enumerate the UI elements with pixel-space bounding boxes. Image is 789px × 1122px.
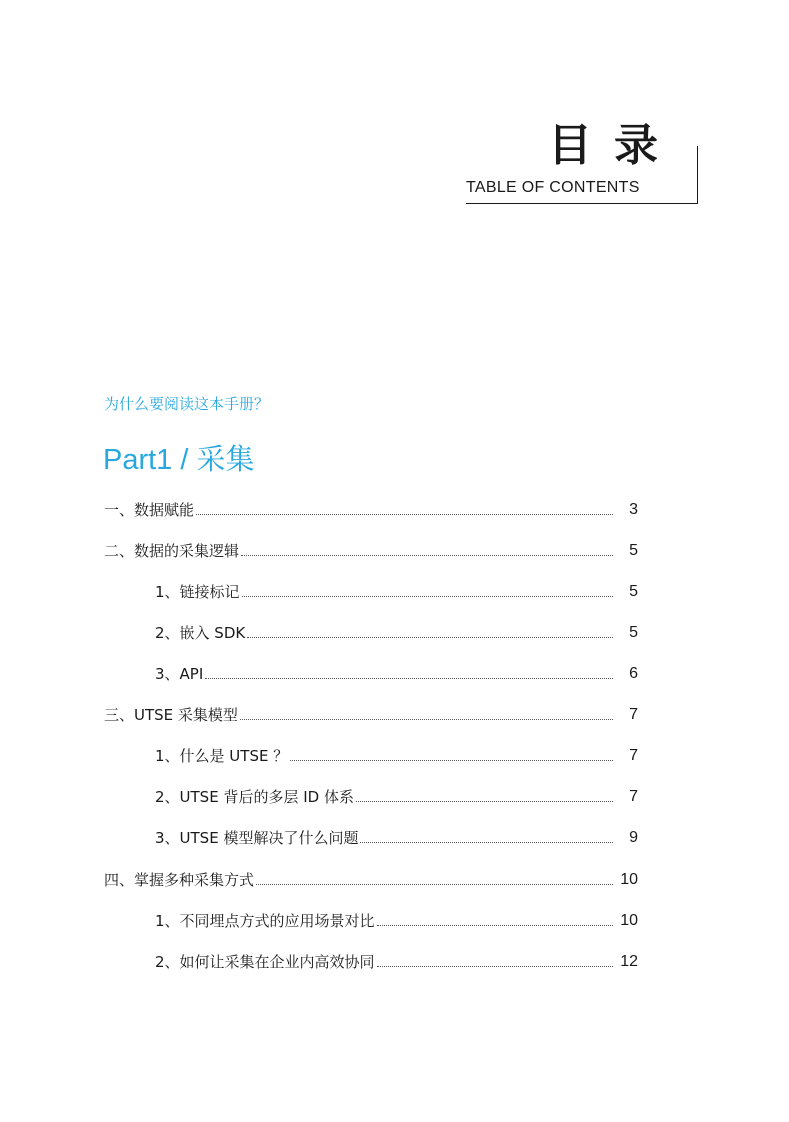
part-heading: Part1 / 采集 — [103, 444, 255, 476]
dot-leader — [205, 677, 613, 679]
toc-entry-label: 三、UTSE 采集模型 — [104, 706, 238, 724]
toc-entry-page: 9 — [629, 829, 638, 846]
dot-leader — [377, 965, 613, 967]
toc-entry-page: 5 — [629, 583, 638, 600]
toc-intro-link[interactable]: 为什么要阅读这本手册？ — [104, 395, 270, 413]
header-vertical-rule — [697, 146, 698, 204]
toc-entry[interactable] — [155, 909, 638, 931]
dot-leader — [360, 841, 613, 843]
toc-entry-label: 1、什么是 UTSE ？ — [155, 747, 289, 765]
toc-entry-label: 1、不同埋点方式的应用场景对比 — [155, 912, 375, 930]
toc-entry-label: 1、链接标记 — [155, 583, 240, 601]
dot-leader — [290, 759, 613, 761]
dot-leader — [356, 800, 613, 802]
toc-entry-label: 2、嵌入 SDK — [155, 624, 246, 642]
page-title: 目录 — [548, 120, 680, 171]
toc-entry-page: 7 — [629, 788, 638, 805]
toc-entry[interactable] — [155, 580, 638, 602]
toc-entry-page: 7 — [629, 747, 638, 764]
toc-entry-page: 12 — [620, 953, 638, 970]
toc-entry[interactable] — [155, 662, 638, 684]
dot-leader — [247, 636, 613, 638]
toc-entry[interactable] — [155, 744, 638, 766]
dot-leader — [242, 595, 613, 597]
toc-entry[interactable] — [155, 950, 638, 972]
dot-leader — [241, 554, 613, 556]
dot-leader — [377, 924, 613, 926]
toc-entry-label: 四、掌握多种采集方式 — [104, 871, 255, 889]
header-horizontal-rule — [466, 203, 698, 204]
dot-leader — [240, 718, 613, 720]
toc-entry-page: 5 — [629, 542, 638, 559]
toc-entry-label: 3、UTSE 模型解决了什么问题 — [155, 829, 359, 847]
toc-entry[interactable] — [155, 785, 638, 807]
toc-entry-label: 3、API — [155, 665, 204, 683]
toc-entry-label: 2、UTSE 背后的多层 ID 体系 — [155, 788, 354, 806]
toc-entry[interactable] — [104, 498, 638, 520]
toc-entry[interactable] — [104, 539, 638, 561]
dot-leader — [196, 513, 613, 515]
toc-entry-label: 2、如何让采集在企业内高效协同 — [155, 953, 375, 971]
page-subtitle: TABLE OF CONTENTS — [466, 179, 640, 196]
toc-entry[interactable] — [104, 703, 638, 725]
toc-entry-page: 10 — [620, 912, 638, 929]
dot-leader — [256, 883, 613, 885]
toc-entry-page: 10 — [620, 871, 638, 888]
toc-entry-page: 5 — [629, 624, 638, 641]
toc-entry[interactable] — [155, 826, 638, 848]
toc-entry-page: 3 — [629, 501, 638, 518]
toc-entry[interactable] — [155, 621, 638, 643]
toc-entry-label: 二、数据的采集逻辑 — [104, 542, 240, 560]
toc-entry[interactable] — [104, 868, 638, 890]
toc-entry-page: 6 — [629, 665, 638, 682]
toc-entry-label: 一、数据赋能 — [104, 501, 195, 519]
toc-entry-page: 7 — [629, 706, 638, 723]
